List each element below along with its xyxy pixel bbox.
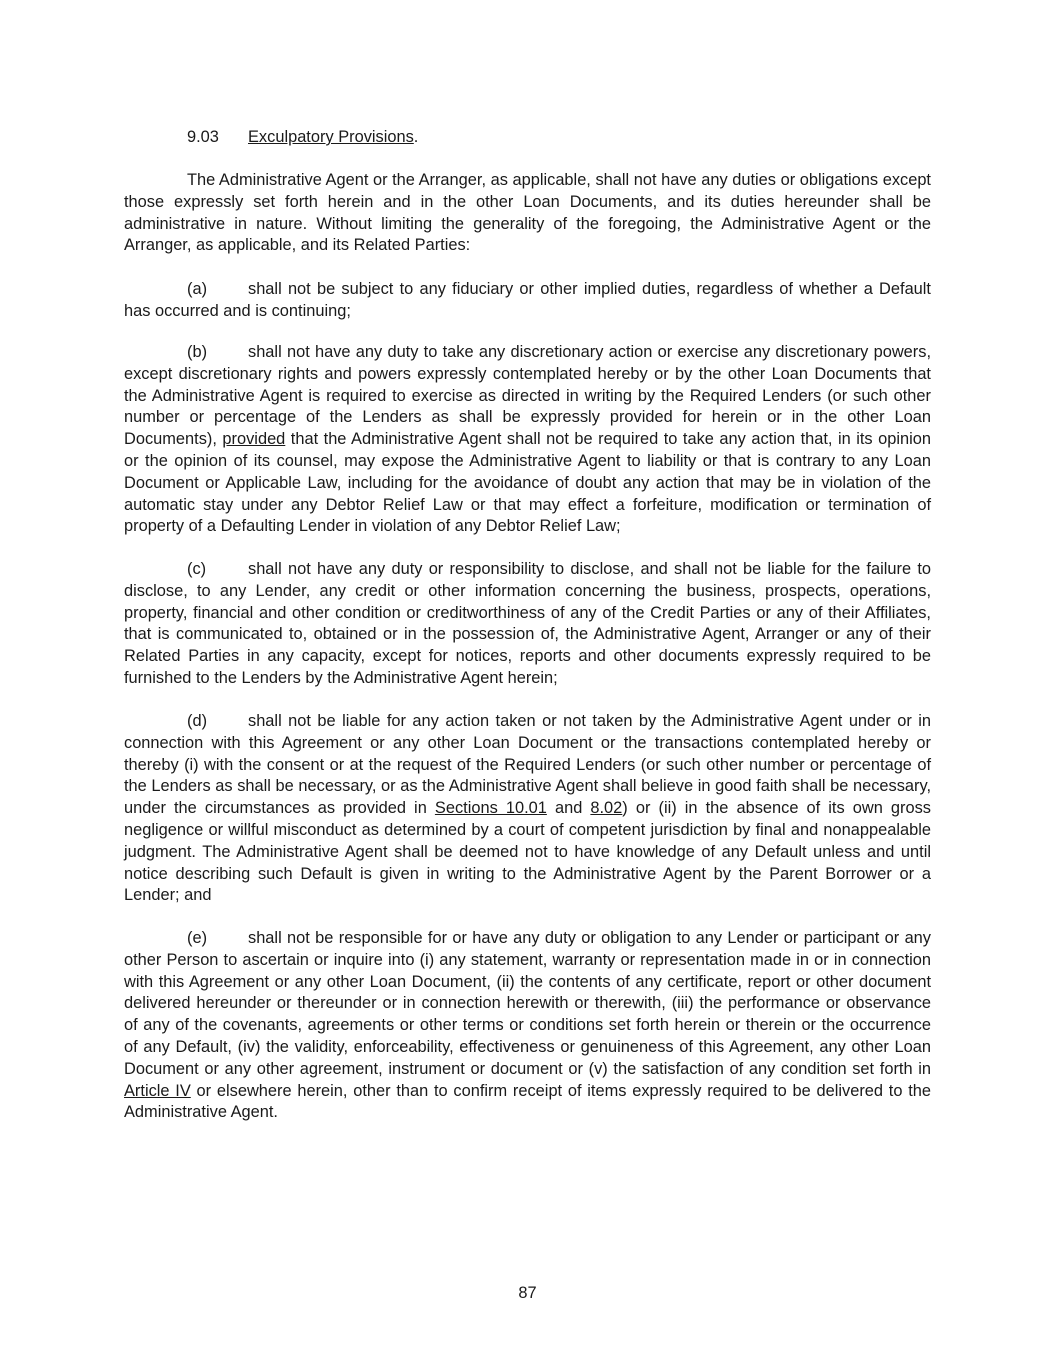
clause-text: shall not be responsible for or have any duty or obligation to any Lender or participant or any other Person to ascertain or inquire into (i) any statement, warranty or representation made in or in connection with this Agreement or any other Loan Document, (ii) the contents of any certificate, report or other document delivered hereunder or thereunder or in connection herewith or therewith, (iii) the performance or observance of any of the covenants, agreements or other terms or conditions set forth herein or therein or the occurrence of any Default, (iv) the validity, enforceability, effectiveness or genuineness of this Agreement, any other Loan Document or any other agreement, instrument or document or (v) the satisfaction of any condition set forth in <box>124 929 931 1078</box>
clause-text: or elsewhere herein, other than to confirm receipt of items expressly required to be delivered to the Administrative Agent. <box>124 1081 931 1122</box>
intro-paragraph: The Administrative Agent or the Arranger, as applicable, shall not have any duties or obligations except those expressly set forth herein and in the other Loan Documents, and its duties hereunder shall be administrative in nature. Without limiting the generality of the foregoing, the Administrative Agent or the Arranger, as applicable, and its Related Parties: <box>124 171 931 255</box>
section-number: 9.03 <box>187 128 219 146</box>
clause-e <box>124 928 931 1124</box>
clause-text: that the Administrative Agent shall not be required to take any action that, in its opinion or the opinion of its counsel, may expose the Administrative Agent to liability or that is contrary to any Loan Document or Applicable Law, including for the avoidance of doubt any action that may be in violation of the automatic stay under any Debtor Relief Law or that may effect a forfeiture, modification or termination of property of a Defaulting Lender in violation of any Debtor Relief Law; <box>124 430 931 536</box>
clause-text: shall not be liable for any action taken or not taken by the Administrative Agent under or in connection with this Agreement or any other Loan Document or the transactions contemplated hereby or thereby (i) with the consent or at the request of the Required Lenders (or such other number or percentage of the Lenders as shall be necessary, or as the Administrative Agent shall believe in good faith shall be necessary, under the circumstances as provided in <box>124 712 931 818</box>
clause-label: (c) <box>187 560 207 578</box>
clause-d <box>124 711 931 907</box>
clause-c <box>124 559 931 690</box>
clause-a <box>124 279 931 323</box>
clause-label: (b) <box>187 343 208 361</box>
clause-b <box>124 342 931 538</box>
provided-term: provided <box>222 430 286 449</box>
sections-reference: Sections 10.01 <box>434 799 547 818</box>
clause-text: ) or (ii) in the absence of its own gross negligence or willful misconduct as determined by a court of competent jurisdiction by final and nonappealable judgment. The Administrative Agent shall be deemed not to have knowledge of any Default unless and until notice describing such Default is given in writing to the Administrative Agent by the Parent Borrower or a Lender; and <box>124 799 931 905</box>
clause-text: and <box>546 799 591 818</box>
section-reference: 8.02 <box>590 799 623 818</box>
clause-label: (e) <box>187 929 208 947</box>
section-title: Exculpatory Provisions <box>248 128 414 146</box>
clause-text: shall not be subject to any fiduciary or other implied duties, regardless of whether a Default has occurred and is continuing; <box>124 280 931 320</box>
clause-label: (a) <box>187 280 208 298</box>
section-heading: 9.03 Exculpatory Provisions. <box>187 127 418 149</box>
clause-text: shall not have any duty or responsibility to disclose, and shall not be liable for the failure to disclose, to any Lender, any credit or other information concerning the business, prospects, operations, property, financial and other condition or creditworthiness of any of the Credit Parties or any of their Affiliates, that is communicated to, obtained or in the possession of, the Administrative Agent, Arranger or any of their Related Parties in any capacity, except for notices, reports and other documents expressly required to be furnished to the Lenders by the Administrative Agent herein; <box>124 560 931 687</box>
clause-label: (d) <box>187 712 208 730</box>
clause-text: shall not have any duty to take any discretionary action or exercise any discretionary powers, except discretionary rights and powers expressly contemplated hereby or by the other Loan Documents that the Administrative Agent is required to exercise as directed in writing by the Required Lenders (or such other number or percentage of the Lenders as shall be expressly provided for herein or in the other Loan Documents), <box>124 343 931 449</box>
page-number: 87 <box>518 1284 537 1302</box>
article-reference: Article IV <box>124 1081 191 1100</box>
